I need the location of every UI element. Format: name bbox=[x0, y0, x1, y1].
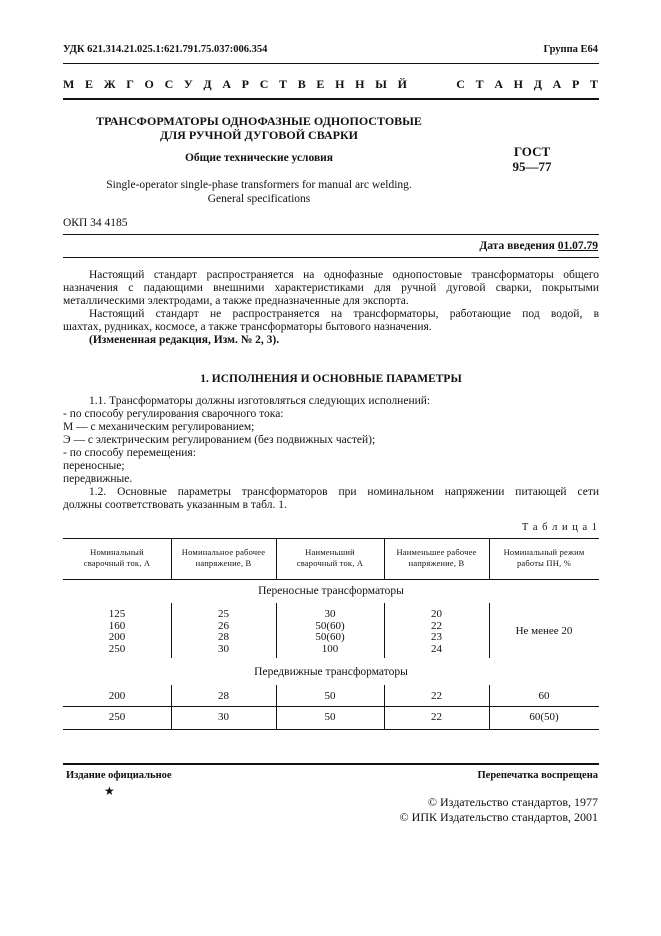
table-top-border bbox=[63, 538, 599, 539]
group-code: Группа Е64 bbox=[543, 44, 598, 55]
copyright bbox=[400, 795, 598, 825]
header-line: сварочный ток, А bbox=[83, 558, 151, 568]
table-cell: 26 bbox=[218, 619, 229, 632]
gost-label: ГОСТ bbox=[513, 144, 551, 159]
table-cell: 60 bbox=[538, 690, 550, 702]
header-line: Номинальный bbox=[90, 547, 144, 557]
table-cell: 60(50) bbox=[529, 711, 559, 723]
divider bbox=[63, 63, 599, 64]
table-header-cell bbox=[489, 547, 599, 569]
header-line: Номинальное рабочее bbox=[181, 547, 266, 557]
divider bbox=[63, 257, 599, 258]
table-row-border bbox=[63, 706, 599, 707]
paragraph-line: Настоящий стандарт не распространяется на трансформаторы, работающие под водой, в bbox=[89, 308, 599, 320]
section-line: Э — с электрическим регулированием (без подвижных частей); bbox=[63, 434, 376, 446]
table-cell: 25 bbox=[218, 608, 229, 620]
table-cell: 200 bbox=[108, 631, 126, 643]
table-cell: 22 bbox=[431, 690, 442, 702]
section-line: должны соответствовать указанным в табл. 1. bbox=[63, 499, 287, 511]
table-cell-column bbox=[384, 609, 489, 655]
table-cell: 24 bbox=[431, 642, 442, 655]
table-cell: 50 bbox=[324, 711, 336, 723]
gost-number bbox=[492, 144, 572, 174]
paragraph-line: назначения с падающими внешними характеристиками для ручной дуговой сварки, покрытыми bbox=[63, 282, 599, 294]
table-cell: 28 bbox=[218, 631, 229, 643]
table-cell: 20 bbox=[431, 608, 442, 620]
section-line: передвижные. bbox=[63, 473, 133, 485]
table-header-cell bbox=[63, 547, 171, 569]
table-cell: 22 bbox=[431, 619, 442, 632]
table-cell: 30 bbox=[218, 711, 229, 723]
table-cell-column bbox=[171, 609, 276, 655]
english-title bbox=[63, 178, 455, 206]
table-cell: 22 bbox=[431, 711, 442, 723]
section-body bbox=[63, 395, 599, 512]
divider bbox=[63, 763, 599, 765]
table-header-cell bbox=[276, 547, 384, 569]
table-cell: 50(60) bbox=[315, 631, 345, 643]
english-title-line: General specifications bbox=[207, 193, 311, 205]
table-cell: 28 bbox=[218, 690, 229, 702]
amendment-note: (Измененная редакция, Изм. № 2, 3). bbox=[89, 334, 280, 346]
section-line: - по способу регулирования сварочного тока: bbox=[63, 408, 284, 420]
english-title-line: Single-operator single-phase transformers for manual arc welding. bbox=[106, 179, 412, 191]
divider bbox=[63, 98, 599, 100]
header-line: Наименьший bbox=[305, 547, 355, 557]
table-group-title: Переносные трансформаторы bbox=[258, 585, 404, 597]
section-line: 1.1. Трансформаторы должны изготовляться следующих исполнений: bbox=[89, 395, 431, 407]
table-cell: 30 bbox=[218, 642, 229, 655]
table-cell: 250 bbox=[108, 711, 126, 723]
paragraph-line: металлическими электродами, а также предназначенные для экспорта. bbox=[63, 295, 409, 307]
table-cell: 100 bbox=[321, 642, 339, 655]
table-header-border bbox=[63, 579, 599, 580]
title-line: ДЛЯ РУЧНОЙ ДУГОВОЙ СВАРКИ bbox=[159, 128, 358, 142]
section-line: М — с механическим регулированием; bbox=[63, 421, 255, 433]
table-cell: 50 bbox=[324, 690, 336, 702]
udk-code: УДК 621.314.21.025.1:621.791.75.037:006.354 bbox=[63, 44, 268, 55]
table-cell-column bbox=[63, 609, 171, 655]
title-line: ТРАНСФОРМАТОРЫ ОДНОФАЗНЫЕ ОДНОПОСТОВЫЕ bbox=[96, 114, 422, 128]
table-header-cell bbox=[171, 547, 276, 569]
table-cell: 23 bbox=[431, 631, 442, 643]
intro-date bbox=[479, 240, 598, 252]
standard-banner: М Е Ж Г О С У Д А Р С Т В Е Н Н Ы Й С Т А Н Д А Р Т bbox=[63, 77, 599, 91]
header-line: напряжение, В bbox=[195, 558, 252, 568]
table-bottom-border bbox=[63, 729, 599, 730]
subtitle: Общие технические условия bbox=[184, 152, 334, 164]
table-cell: 125 bbox=[108, 608, 126, 620]
body-text bbox=[63, 269, 599, 347]
table-header-cell bbox=[384, 547, 489, 569]
title-block bbox=[63, 114, 455, 142]
official-edition: Издание официальное bbox=[66, 770, 172, 781]
copyright-line: © ИПК Издательство стандартов, 2001 bbox=[399, 810, 598, 824]
section-line: переносные; bbox=[63, 460, 125, 472]
table-cell-column bbox=[276, 609, 384, 655]
table-cell: 250 bbox=[108, 642, 126, 655]
header-line: Наименьшее рабочее bbox=[396, 547, 477, 557]
header-line: напряжение, В bbox=[408, 558, 465, 568]
table-cell: 50(60) bbox=[315, 619, 345, 632]
copyright-line: © Издательство стандартов, 1977 bbox=[427, 795, 598, 809]
reprint-notice: Перепечатка воспрещена bbox=[477, 770, 598, 781]
paragraph-line: Настоящий стандарт распространяется на однофазные однопостовые трансформаторы общего bbox=[89, 269, 599, 281]
gost-value: 95—77 bbox=[512, 159, 552, 174]
header-line: работы ПН, % bbox=[516, 558, 572, 568]
header-line: сварочный ток, А bbox=[296, 558, 364, 568]
okp-code: ОКП 34 4185 bbox=[63, 217, 128, 229]
table-cell: Не менее 20 bbox=[515, 625, 573, 637]
table-cell: 30 bbox=[324, 608, 336, 620]
paragraph-line: шахтах, рудниках, космосе, а также трансформаторы бытового назначения. bbox=[63, 321, 432, 333]
section-line: - по способу перемещения: bbox=[63, 447, 196, 459]
table-group-title: Передвижные трансформаторы bbox=[254, 666, 408, 678]
header-line: Номинальный режим bbox=[503, 547, 585, 557]
intro-date-label: Дата введения bbox=[479, 240, 555, 252]
section-title: 1. ИСПОЛНЕНИЯ И ОСНОВНЫЕ ПАРАМЕТРЫ bbox=[200, 373, 462, 385]
table-cell: 160 bbox=[108, 619, 126, 632]
table-caption: Т а б л и ц а 1 bbox=[521, 522, 598, 533]
divider bbox=[63, 234, 599, 235]
section-line: 1.2. Основные параметры трансформаторов при номинальном напряжении питающей сети bbox=[89, 486, 599, 498]
intro-date-value: 01.07.79 bbox=[557, 240, 598, 252]
star-icon: ★ bbox=[104, 784, 115, 798]
table-cell: 200 bbox=[108, 690, 126, 702]
